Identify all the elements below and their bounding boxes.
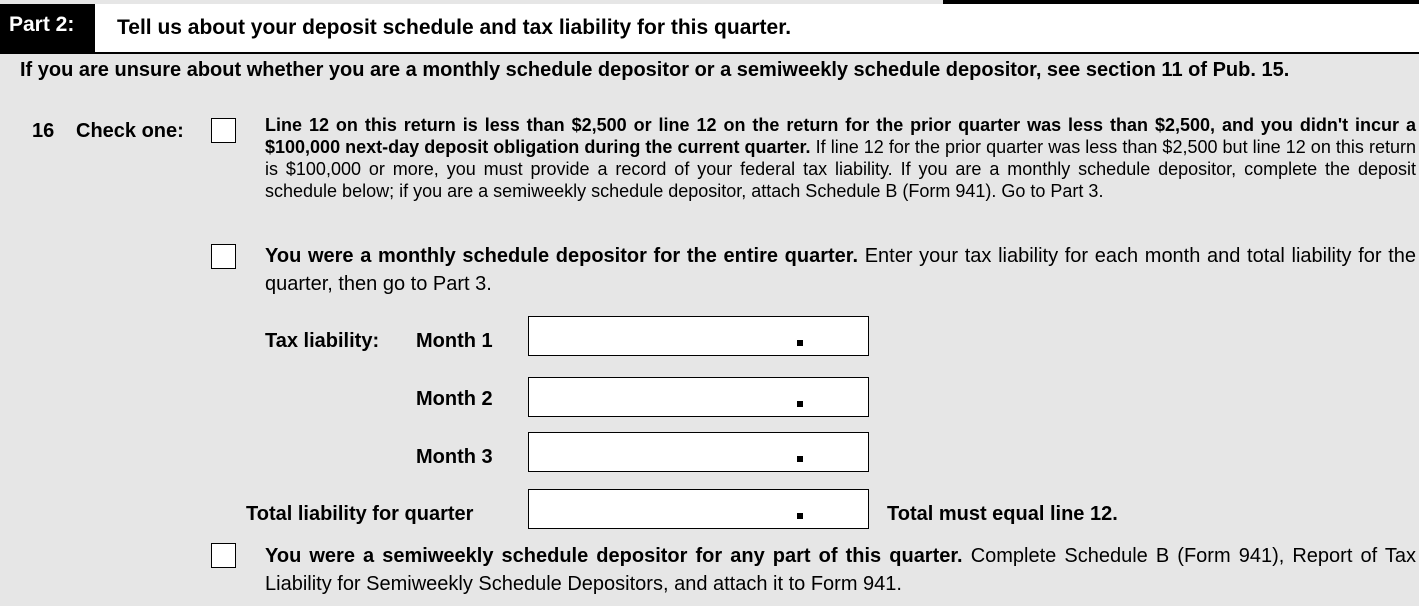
option2-checkbox[interactable] bbox=[211, 244, 236, 269]
month1-label: Month 1 bbox=[416, 330, 493, 352]
line-number: 16 bbox=[32, 120, 55, 142]
month2-amount-field[interactable] bbox=[528, 377, 869, 417]
option3-text bbox=[265, 542, 1416, 598]
month3-amount-field[interactable] bbox=[528, 432, 869, 472]
option2-detail: Enter your tax liability for each month and total liability for the quarter, then go to Part 3. bbox=[265, 245, 1417, 295]
intro-text: If you are unsure about whether you are a monthly schedule depositor or a semiweekly schedule depositor, see section 11 of Pub. 15. bbox=[20, 59, 1290, 81]
option3-bold: You were a semiweekly schedule depositor for any part of this quarter. bbox=[265, 545, 963, 567]
decimal-point bbox=[797, 513, 803, 519]
part-header bbox=[0, 4, 1419, 54]
option1-detail: If line 12 for the prior quarter was less than $2,500 but line 12 on this return is $100,000 or more, you must provide a record of your federal tax liability. If you are a monthly schedule depositor, complete the deposit schedule below; if you are a semiweekly schedule depositor, attach Schedule B (Form 941). Go to Part 3. bbox=[265, 137, 1416, 201]
option3-detail: Complete Schedule B (Form 941), Report of Tax Liability for Semiweekly Schedule Depositors, and attach it to Form 941. bbox=[265, 545, 1416, 595]
option3-checkbox[interactable] bbox=[211, 543, 236, 568]
option1-checkbox[interactable] bbox=[211, 118, 236, 143]
month1-amount-field[interactable] bbox=[528, 316, 869, 356]
check-one-label: Check one: bbox=[76, 120, 184, 142]
option1-bold: Line 12 on this return is less than $2,500 or line 12 on the return for the prior quarter was less than $2,500, and you didn't incur a $100,000 next-day deposit obligation during the current quarter. bbox=[265, 115, 1416, 157]
option1-text bbox=[265, 114, 1416, 202]
decimal-point bbox=[797, 340, 803, 346]
decimal-point bbox=[797, 401, 803, 407]
month3-label: Month 3 bbox=[416, 446, 493, 468]
part-label: Part 2: bbox=[0, 4, 95, 52]
option2-bold: You were a monthly schedule depositor for the entire quarter. bbox=[265, 245, 859, 267]
part-title: Tell us about your deposit schedule and tax liability for this quarter. bbox=[117, 16, 792, 39]
total-liability-label: Total liability for quarter bbox=[246, 503, 474, 525]
month2-label: Month 2 bbox=[416, 388, 493, 410]
total-amount-field[interactable] bbox=[528, 489, 869, 529]
total-note: Total must equal line 12. bbox=[887, 503, 1118, 525]
tax-liability-label: Tax liability: bbox=[265, 330, 380, 352]
decimal-point bbox=[797, 456, 803, 462]
option2-text bbox=[265, 242, 1416, 298]
